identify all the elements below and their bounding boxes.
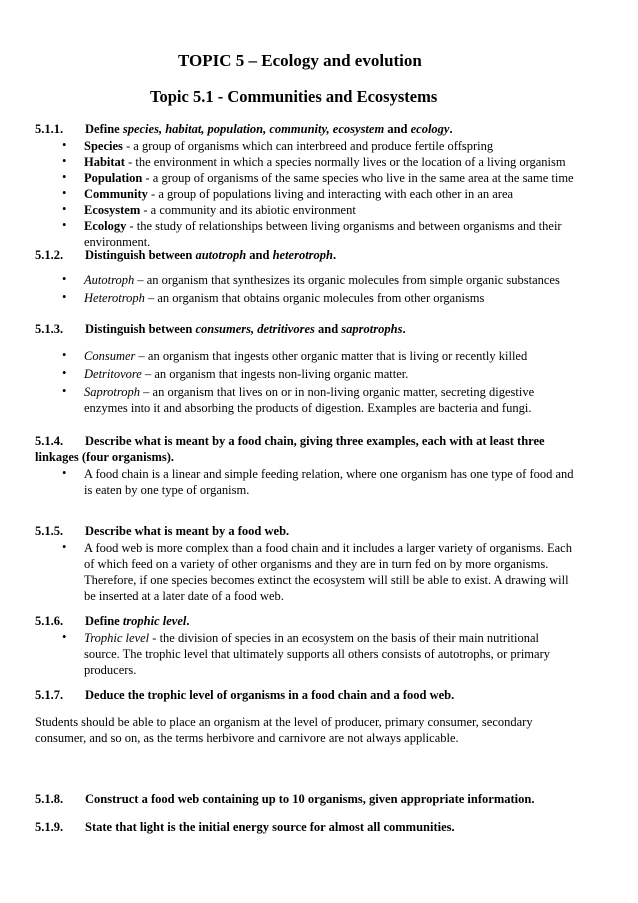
bullet-icon: • bbox=[62, 272, 67, 286]
section-heading-5-1-6: 5.1.6. Define trophic level. bbox=[35, 614, 190, 628]
list-item: Saprotroph – an organism that lives on or in non-living organic matter, secreting digestive bbox=[84, 385, 535, 399]
list-item: Autotroph – an organism that synthesizes its organic molecules from simple organic substances bbox=[84, 273, 560, 287]
bullet-icon: • bbox=[62, 466, 67, 480]
bullet-icon: • bbox=[62, 384, 67, 398]
section-heading-continuation: linkages (four organisms). bbox=[35, 450, 175, 464]
bullet-icon: • bbox=[62, 348, 67, 362]
bullet-icon: • bbox=[62, 218, 67, 232]
list-item-continuation: of which feed on a variety of other organisms and they are in turn fed on by more organisms. bbox=[84, 557, 549, 571]
page-title: TOPIC 5 – Ecology and evolution bbox=[178, 51, 422, 70]
list-item: Ecosystem - a community and its abiotic environment bbox=[84, 203, 356, 217]
section-heading-5-1-7: 5.1.7. Deduce the trophic level of organisms in a food chain and a food web. bbox=[35, 688, 455, 702]
bullet-icon: • bbox=[62, 630, 67, 644]
list-item: A food chain is a linear and simple feeding relation, where one organism has one type of food and bbox=[84, 467, 574, 481]
bullet-icon: • bbox=[62, 170, 67, 184]
section-heading-5-1-1: 5.1.1. Define species, habitat, population, community, ecosystem and ecology. bbox=[35, 122, 453, 136]
bullet-icon: • bbox=[62, 154, 67, 168]
list-item-continuation: Therefore, if one species becomes extinct the ecosystem will still be able to exist. A drawing will bbox=[84, 573, 569, 587]
list-item: Trophic level - the division of species in an ecosystem on the basis of their main nutritional bbox=[84, 631, 540, 645]
list-item-continuation: producers. bbox=[84, 663, 137, 677]
list-item-continuation: environment. bbox=[84, 235, 151, 249]
paragraph-line: Students should be able to place an organism at the level of producer, primary consumer, secondary bbox=[35, 715, 533, 729]
bullet-icon: • bbox=[62, 366, 67, 380]
section-heading-5-1-8: 5.1.8. Construct a food web containing up to 10 organisms, given appropriate information. bbox=[35, 792, 535, 806]
bullet-icon: • bbox=[62, 138, 67, 152]
section-heading-5-1-5: 5.1.5. Describe what is meant by a food web. bbox=[35, 524, 290, 538]
bullet-icon: • bbox=[62, 186, 67, 200]
list-item: Species - a group of organisms which can interbreed and produce fertile offspring bbox=[84, 139, 494, 153]
bullet-icon: • bbox=[62, 202, 67, 216]
list-item: Consumer – an organism that ingests other organic matter that is living or recently killed bbox=[84, 349, 528, 363]
section-heading-5-1-9: 5.1.9. State that light is the initial energy source for almost all communities. bbox=[35, 820, 455, 834]
list-item: Community - a group of populations living and interacting with each other in an area bbox=[84, 187, 514, 201]
section-heading-5-1-3: 5.1.3. Distinguish between consumers, detritivores and saprotrophs. bbox=[35, 322, 406, 336]
bullet-icon: • bbox=[62, 540, 67, 554]
bullet-icon: • bbox=[62, 290, 67, 304]
list-item: Population - a group of organisms of the same species who live in the same area at the same time bbox=[84, 171, 574, 185]
paragraph-line: consumer, and so on, as the terms herbivore and carnivore are not always applicable. bbox=[35, 731, 459, 745]
list-item: Habitat - the environment in which a species normally lives or the location of a living organism bbox=[84, 155, 566, 169]
page-subtitle: Topic 5.1 - Communities and Ecosystems bbox=[150, 87, 438, 106]
list-item: A food web is more complex than a food chain and it includes a larger variety of organisms. Each bbox=[84, 541, 572, 555]
list-item: Detritovore – an organism that ingests non-living organic matter. bbox=[84, 367, 409, 381]
list-item: Heterotroph – an organism that obtains organic molecules from other organisms bbox=[84, 291, 485, 305]
section-heading-5-1-2: 5.1.2. Distinguish between autotroph and heterotroph. bbox=[35, 248, 337, 262]
list-item-continuation: be inserted at a later date of a food web. bbox=[84, 589, 284, 603]
section-heading-5-1-4: 5.1.4. Describe what is meant by a food chain, giving three examples, each with at least three bbox=[35, 434, 545, 448]
list-item-continuation: is eaten by one type of organism. bbox=[84, 483, 250, 497]
list-item-continuation: enzymes into it and absorbing the products of digestion. Examples are bacteria and fungi. bbox=[84, 401, 532, 415]
list-item-continuation: source. The trophic level that ultimately supports all others consists of autotrophs, or primary bbox=[84, 647, 550, 661]
list-item: Ecology - the study of relationships between living organisms and between organisms and their bbox=[84, 219, 562, 233]
